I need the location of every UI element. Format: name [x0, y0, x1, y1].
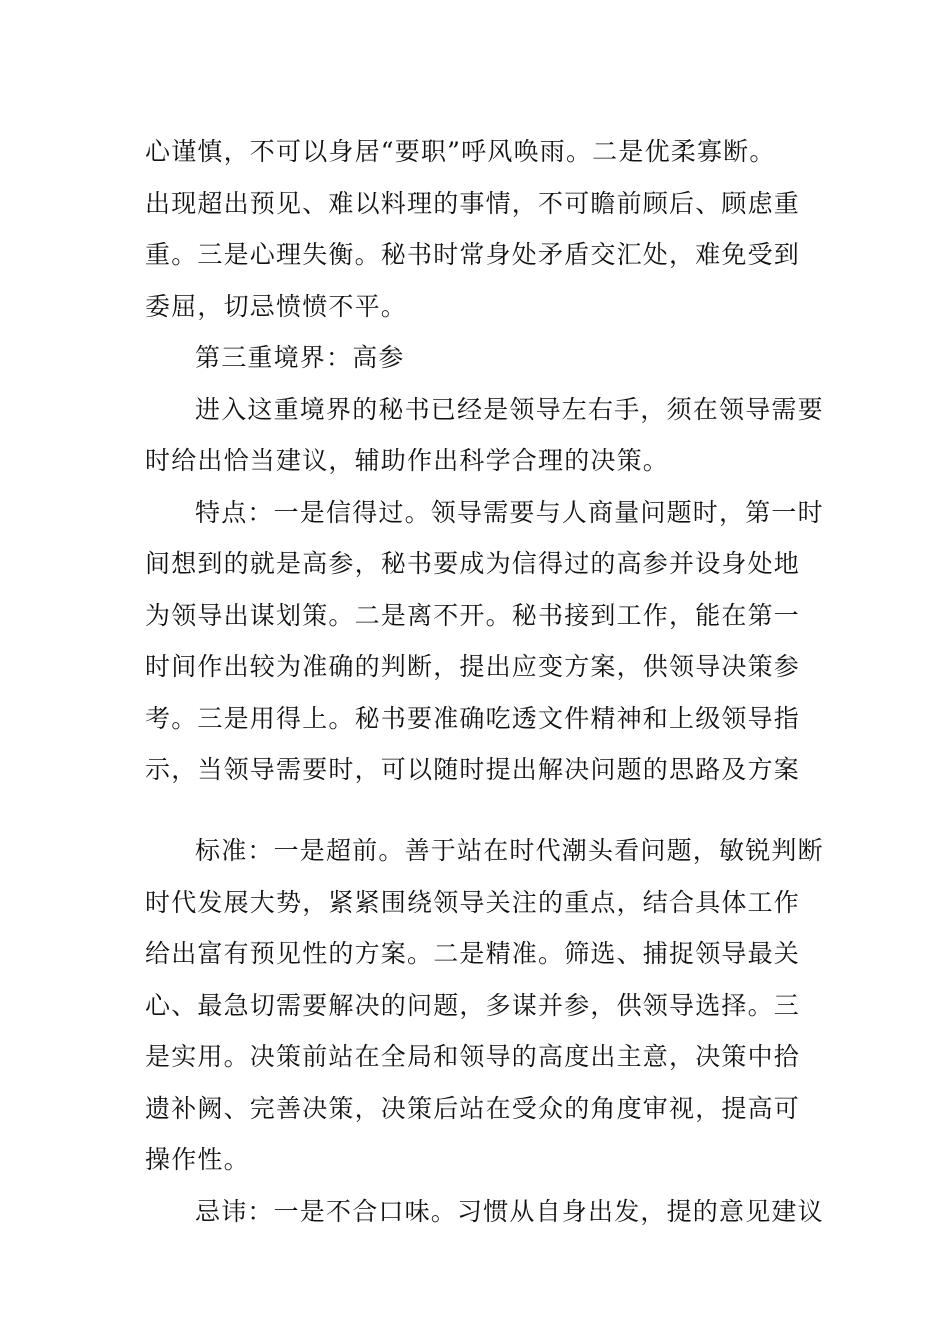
text-line: 遗补阙、完善决策，决策后站在受众的角度审视，提高可 [145, 1093, 801, 1123]
text-line: 时给出恰当建议，辅助作出科学合理的决策。 [145, 446, 670, 475]
text-line: 进入这重境界的秘书已经是领导左右手，须在领导需要 [195, 394, 824, 424]
text-line: 为领导出谋划策。二是离不开。秘书接到工作，能在第一 [145, 600, 801, 630]
text-line: 特点：一是信得过。领导需要与人商量问题时，第一时 [195, 497, 824, 527]
text-line: 示，当领导需要时，可以随时提出解决问题的思路及方案 [145, 755, 801, 784]
text-line: 间想到的就是高参，秘书要成为信得过的高参并设身处地 [145, 549, 801, 578]
text-line: 操作性。 [145, 1145, 250, 1174]
text-line: 考。三是用得上。秘书要准确吃透文件精神和上级领导指 [145, 703, 801, 733]
text-line: 给出富有预见性的方案。二是精准。筛选、捕捉领导最关 [145, 939, 801, 968]
text-block-upper [145, 126, 824, 796]
text-line: 委屈，切忌愤愤不平。 [145, 291, 408, 321]
text-line: 时代发展大势，紧紧围绕领导关注的重点，结合具体工作 [145, 887, 801, 917]
text-line: 时间作出较为准确的判断，提出应变方案，供领导决策参 [145, 652, 801, 681]
text-line: 是实用。决策前站在全局和领导的高度出主意，决策中拾 [145, 1042, 801, 1071]
text-line: 标准：一是超前。善于站在时代潮头看问题，敏锐判断 [195, 836, 824, 865]
text-line: 心谨慎，不可以身居“要职”呼风唤雨。二是优柔寡断。 [145, 137, 776, 166]
text-line: 忌讳：一是不合口味。习惯从自身出发，提的意见建议 [195, 1196, 824, 1226]
text-block-lower [145, 825, 824, 1237]
text-line: 重。三是心理失衡。秘书时常身处矛盾交汇处，难免受到 [145, 240, 801, 269]
text-line: 出现超出预见、难以料理的事情，不可瞻前顾后、顾虑重 [145, 188, 801, 218]
text-line: 心、最急切需要解决的问题，多谋并参，供领导选择。三 [145, 990, 801, 1020]
text-line: 第三重境界：高参 [195, 343, 405, 372]
